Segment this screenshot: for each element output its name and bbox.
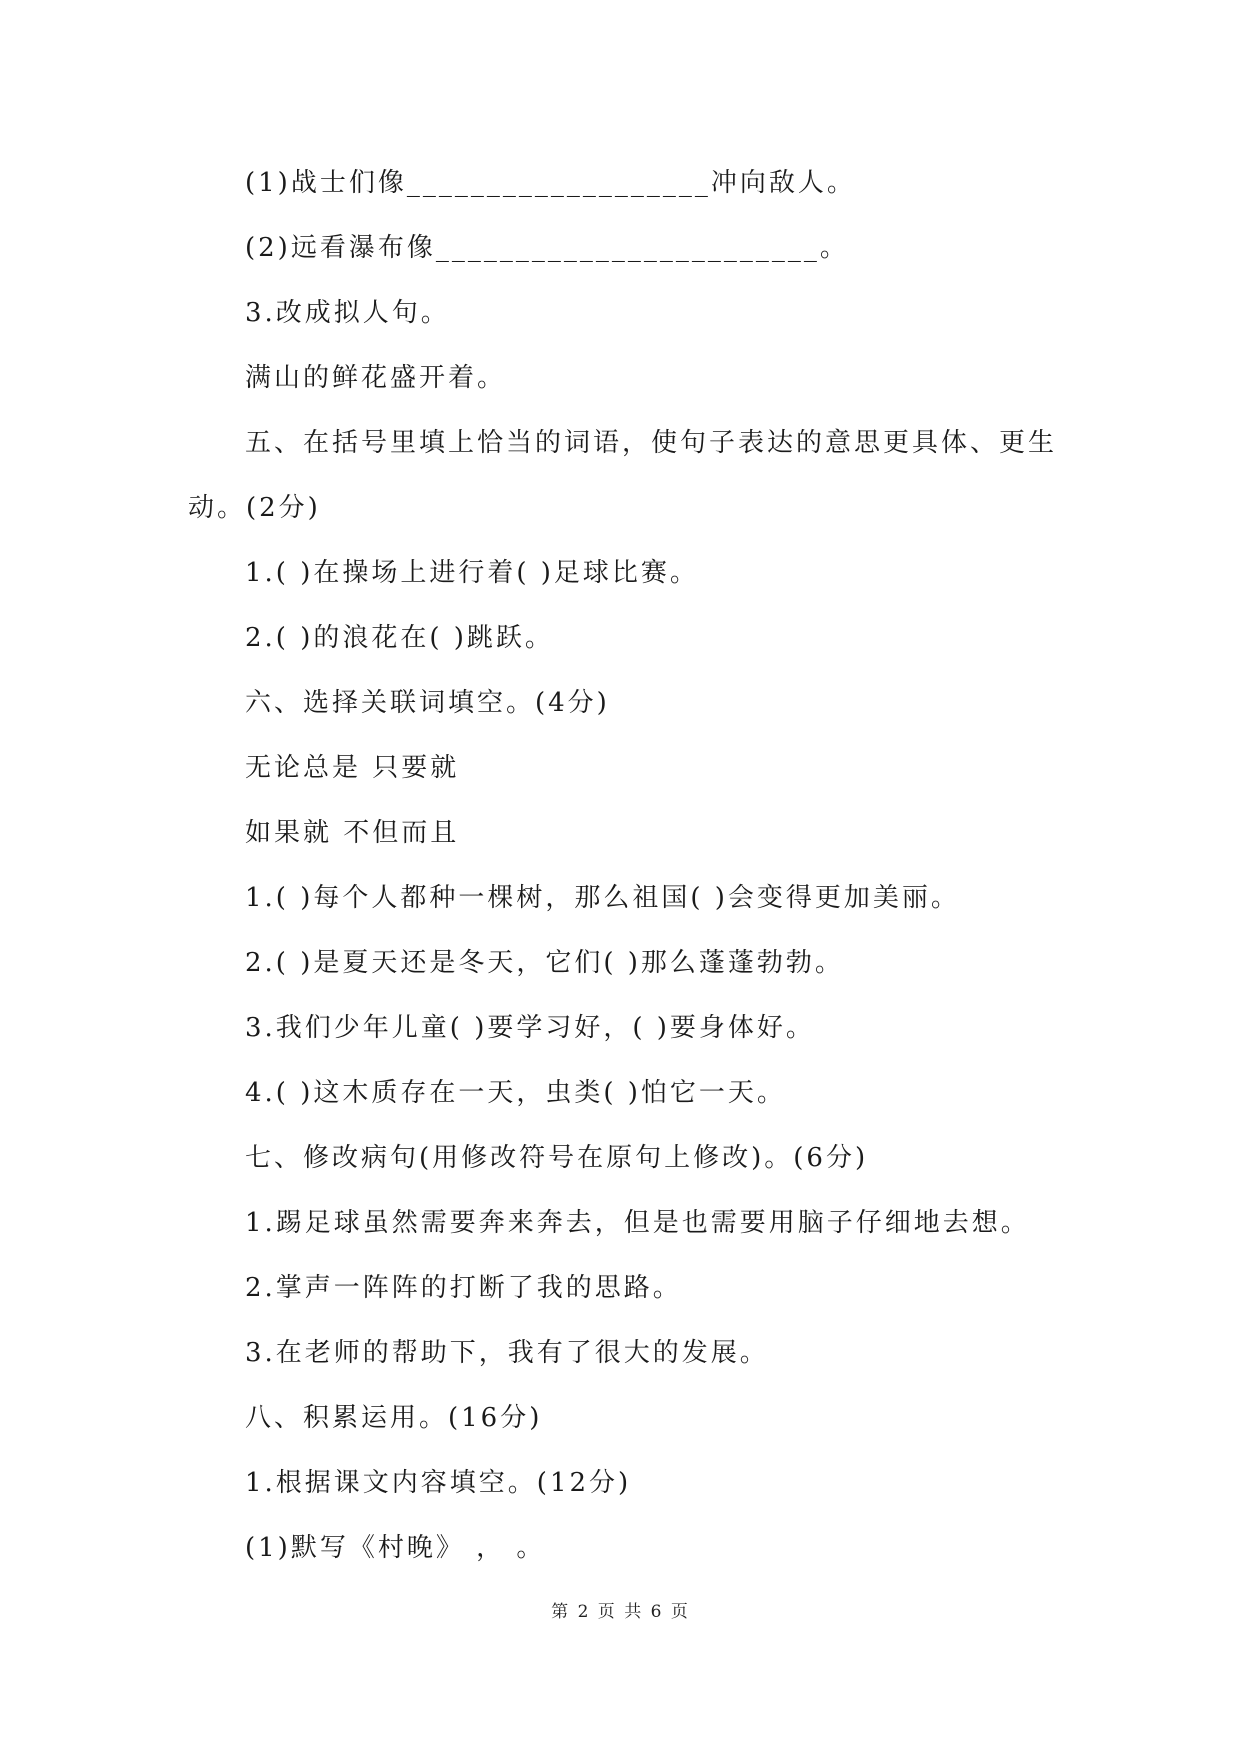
q6-options-1: 无论总是 只要就 <box>245 753 460 783</box>
section-5-heading-cont: 动。(2分) <box>188 493 321 523</box>
q7-item-3: 3.在老师的帮助下，我有了很大的发展。 <box>245 1338 769 1368</box>
section-8-heading: 八、积累运用。(16分) <box>245 1403 543 1433</box>
q4-3-instruction: 3.改成拟人句。 <box>245 298 450 328</box>
q6-item-4: 4.( )这木质存在一天，虫类( )怕它一天。 <box>245 1078 786 1108</box>
q5-item-1: 1.( )在操场上进行着( )足球比赛。 <box>245 558 699 588</box>
section-6-heading: 六、选择关联词填空。(4分) <box>245 688 610 718</box>
q4-2-item-1: (1)战士们像___________________冲向敌人。 <box>245 168 856 198</box>
q7-item-2: 2.掌声一阵阵的打断了我的思路。 <box>245 1273 682 1303</box>
q4-3-sentence: 满山的鲜花盛开着。 <box>245 363 507 393</box>
q6-item-2: 2.( )是夏天还是冬天，它们( )那么蓬蓬勃勃。 <box>245 948 844 978</box>
section-7-heading: 七、修改病句(用修改符号在原句上修改)。(6分) <box>245 1143 869 1173</box>
q4-2-item-2: (2)远看瀑布像________________________。 <box>245 233 849 263</box>
section-5-heading: 五、在括号里填上恰当的词语，使句子表达的意思更具体、更生 <box>245 428 1058 458</box>
q8-1-item-1: (1)默写《村晚》 ， 。 <box>245 1533 546 1563</box>
q6-item-3: 3.我们少年儿童( )要学习好，( )要身体好。 <box>245 1013 815 1043</box>
q8-1-instruction: 1.根据课文内容填空。(12分) <box>245 1468 632 1498</box>
page-footer: 第 2 页 共 6 页 <box>551 1602 690 1622</box>
q7-item-1: 1.踢足球虽然需要奔来奔去，但是也需要用脑子仔细地去想。 <box>245 1208 1030 1238</box>
q6-options-2: 如果就 不但而且 <box>245 818 460 848</box>
q5-item-2: 2.( )的浪花在( )跳跃。 <box>245 623 554 653</box>
q6-item-1: 1.( )每个人都种一棵树，那么祖国( )会变得更加美丽。 <box>245 883 960 913</box>
